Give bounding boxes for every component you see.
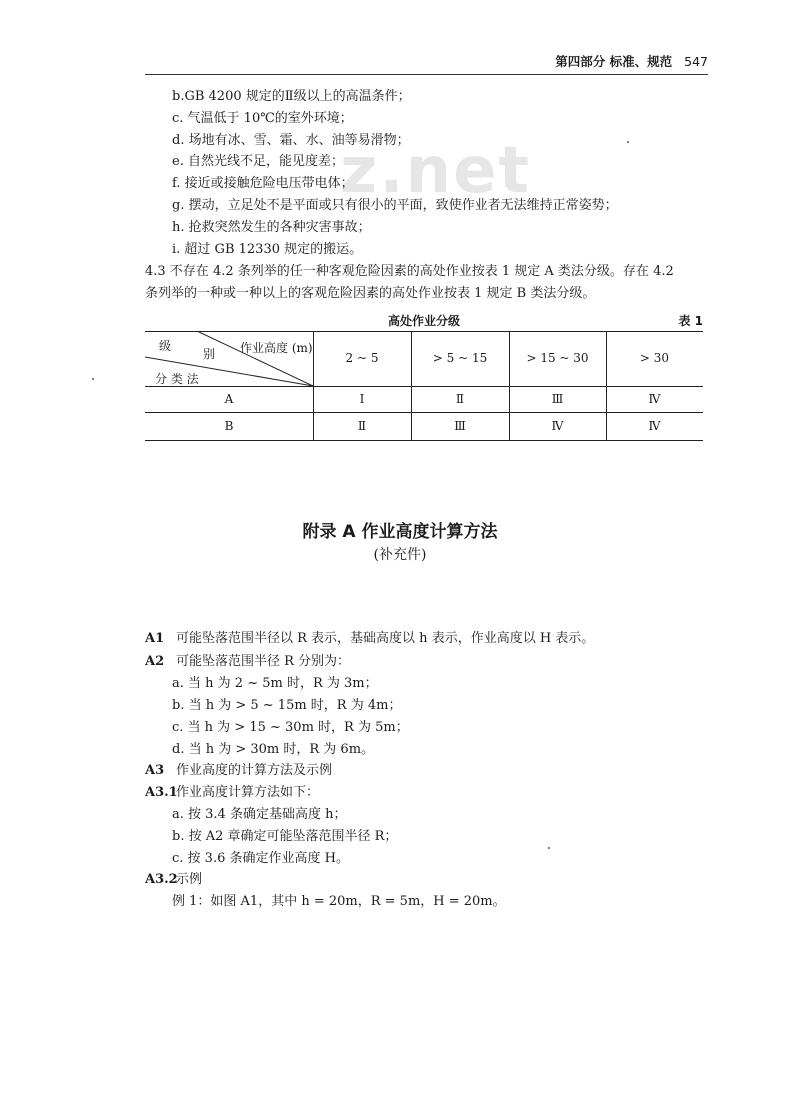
scan-speck [92, 378, 94, 380]
table-cell: Ⅱ [357, 419, 367, 433]
table-number: 表 1 [678, 314, 703, 328]
list-item: c. 气温低于 10℃的室外环境； [172, 111, 353, 126]
list-item: f. 接近或接触危险电压带电体； [172, 176, 354, 191]
clause-label: A3.2 [145, 872, 178, 887]
list-item: h. 抢救突然发生的各种灾害事故； [172, 220, 371, 235]
list-item: b.GB 4200 规定的Ⅱ级以上的高温条件； [172, 89, 411, 104]
appendix-line [145, 784, 319, 802]
paragraph-line: 条列举的一种或一种以上的客观危险因素的高处作业按表 1 规定 B 类法分级。 [145, 286, 596, 301]
row-header: B [224, 419, 234, 433]
scan-speck [548, 847, 550, 849]
watermark: z.net [340, 134, 532, 208]
clause-text: 作业高度计算方法如下： [176, 785, 320, 800]
scan-speck [627, 141, 629, 143]
header-page-number: 547 [684, 54, 708, 69]
table-caption [145, 312, 703, 328]
table-cell: Ⅱ [455, 392, 465, 406]
clause-text: 作业高度的计算方法及示例 [176, 763, 333, 778]
table-cell: Ⅲ [551, 392, 564, 406]
clause-label: A2 [145, 654, 165, 669]
column-header: > 5 ~ 15 [432, 351, 488, 365]
table-rule [145, 440, 703, 441]
column-header: > 15 ~ 30 [526, 351, 589, 365]
list-item: d. 场地有冰、雪、霜、水、油等易滑物； [172, 133, 410, 148]
clause-label: A3.1 [145, 785, 178, 800]
column-header: 2 ~ 5 [345, 351, 379, 365]
header-rule [145, 74, 708, 75]
paragraph-line: 4.3 不存在 4.2 条列举的任一种客观危险因素的高处作业按表 1 规定 A 类法分级。存在 4.2 [145, 264, 674, 279]
table-cell: Ⅳ [551, 419, 564, 433]
table-cell: Ⅲ [454, 419, 466, 433]
table-cell: Ⅳ [648, 392, 661, 406]
appendix-line: b. 当 h 为 > 5 ~ 15m 时，R 为 4m； [172, 698, 402, 713]
table-rule [145, 412, 703, 413]
list-item: e. 自然光线不足，能见度差； [172, 154, 344, 169]
column-header: > 30 [639, 351, 670, 365]
clause-text: 可能坠落范围半径 R 分别为： [176, 654, 351, 669]
clause-text: 示例 [176, 872, 203, 887]
clause-text: 可能坠落范围半径以 R 表示，基础高度以 h 表示，作业高度以 H 表示。 [176, 631, 595, 646]
list-item: i. 超过 GB 12330 规定的搬运。 [172, 242, 363, 257]
header-section-title: 第四部分 标准、规范 [555, 54, 673, 69]
header-label-method: 分 类 法 [155, 372, 199, 386]
appendix-line [145, 871, 202, 889]
appendix-line: b. 按 A2 章确定可能坠落范围半径 R； [172, 829, 398, 844]
header-label-level: 级 [159, 339, 172, 353]
appendix-line: a. 当 h 为 2 ~ 5m 时，R 为 3m； [172, 676, 378, 691]
appendix-line [145, 762, 332, 780]
classification-table [145, 331, 703, 441]
clause-label: A3 [145, 763, 165, 778]
header-label-height: 作业高度 (m) [240, 341, 313, 355]
table-cell: Ⅰ [359, 392, 365, 406]
appendix-line [145, 653, 350, 671]
appendix-line: a. 按 3.4 条确定基础高度 h； [172, 807, 347, 822]
appendix-line: c. 当 h 为 > 15 ~ 30m 时，R 为 5m； [172, 720, 409, 735]
appendix-line: 例 1：如图 A1，其中 h = 20m，R = 5m，H = 20m。 [172, 894, 506, 909]
appendix-line: d. 当 h 为 > 30m 时，R 为 6m。 [172, 742, 375, 757]
appendix-title: 附录 A 作业高度计算方法 [302, 522, 498, 542]
row-header: A [224, 392, 234, 406]
table-cell: Ⅳ [648, 419, 661, 433]
clause-label: A1 [145, 631, 165, 646]
appendix-subtitle: (补充件) [373, 547, 427, 563]
appendix-line [145, 630, 594, 648]
list-item: g. 摆动，立足处不是平面或只有很小的平面，致使作业者无法维持正常姿势； [172, 198, 618, 213]
table-title: 高处作业分级 [387, 314, 460, 328]
page-header [145, 52, 708, 74]
header-label-level-2: 别 [203, 347, 216, 361]
appendix-line: c. 按 3.6 条确定作业高度 H。 [172, 851, 349, 866]
